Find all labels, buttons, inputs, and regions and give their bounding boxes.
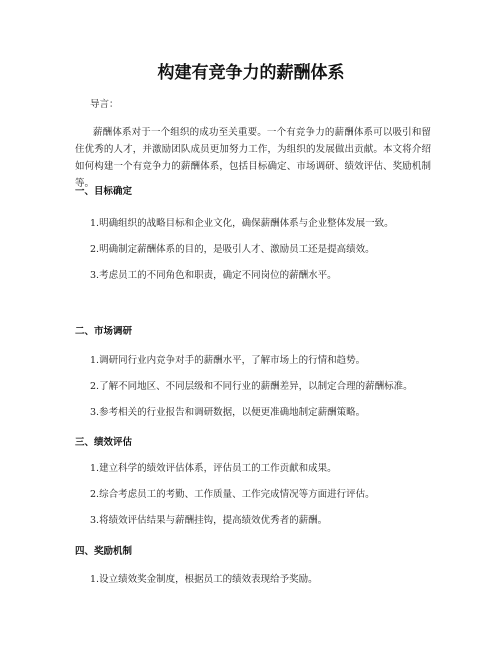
section-heading-goals: 一、目标确定 (75, 186, 133, 197)
list-item: 2.综合考虑员工的考勤、工作质量、工作完成情况等方面进行评估。 (90, 489, 375, 500)
intro-paragraph: 薪酬体系对于一个组织的成功至关重要。一个有竞争力的薪酬体系可以吸引和留住优秀的人才，并激励团队成员更加努力工作，为组织的发展做出贡献。本文将介绍如何构建一个有竞争力的薪酬体系，包括目标确定、市场调研、绩效评估、奖励机制等。 (75, 127, 431, 189)
list-item: 1.调研同行业内竞争对手的薪酬水平，了解市场上的行情和趋势。 (90, 355, 366, 366)
list-item: 3.考虑员工的不同角色和职责，确定不同岗位的薪酬水平。 (90, 270, 337, 281)
list-item: 2.明确制定薪酬体系的目的，是吸引人才、激励员工还是提高绩效。 (90, 244, 375, 255)
section-heading-rewards: 四、奖励机制 (75, 546, 133, 557)
section-heading-market-research: 二、市场调研 (75, 326, 133, 337)
list-item: 1.建立科学的绩效评估体系，评估员工的工作贡献和成果。 (90, 463, 337, 474)
section-heading-performance: 三、绩效评估 (75, 437, 133, 448)
list-item: 3.参考相关的行业报告和调研数据，以便更准确地制定薪酬策略。 (90, 407, 366, 418)
list-item: 1.明确组织的战略目标和企业文化，确保薪酬体系与企业整体发展一致。 (90, 218, 394, 229)
document-title: 构建有竞争力的薪酬体系 (157, 63, 345, 83)
list-item: 3.将绩效评估结果与薪酬挂钩，提高绩效优秀者的薪酬。 (90, 515, 328, 526)
list-item: 1.设立绩效奖金制度，根据员工的绩效表现给予奖励。 (90, 574, 318, 585)
list-item: 2.了解不同地区、不同层级和不同行业的薪酬差异，以制定合理的薪酬标准。 (90, 381, 413, 392)
intro-label: 导言： (90, 99, 119, 110)
